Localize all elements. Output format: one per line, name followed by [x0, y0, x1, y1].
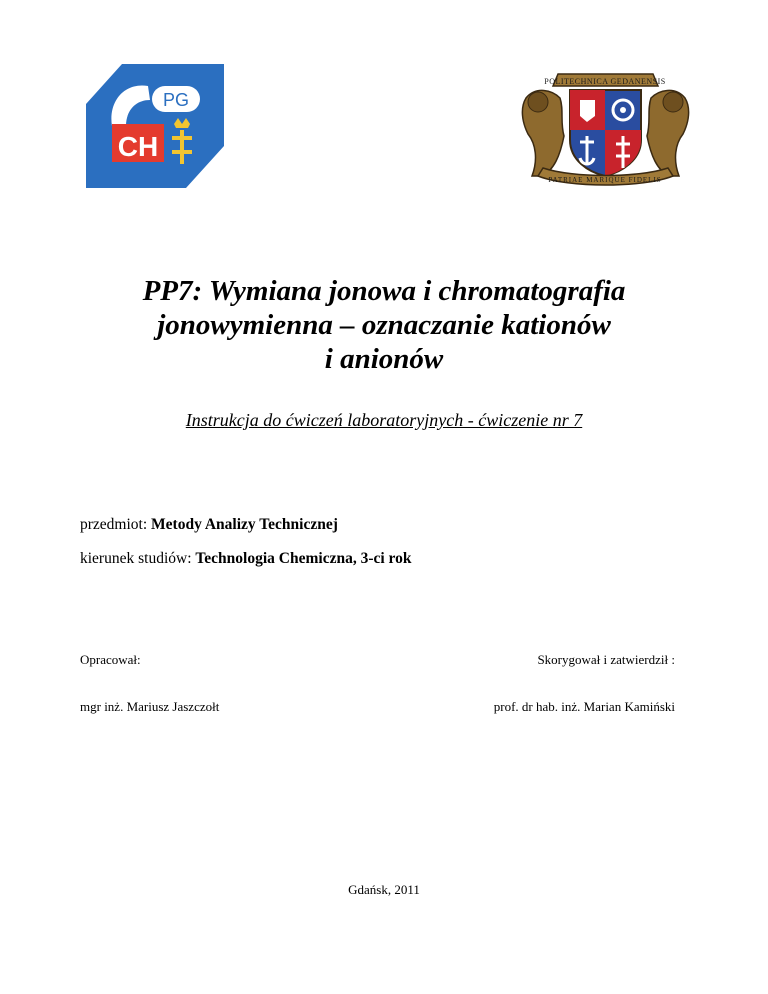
field-row: [80, 550, 412, 568]
logo-pg-text: PG: [162, 90, 190, 110]
reviewed-by-label: Skorygował i zatwierdził :: [537, 652, 675, 667]
lion-right-icon: [647, 90, 689, 176]
document-subtitle: Instrukcja do ćwiczeń laboratoryjnych - ćwiczenie nr 7: [185, 410, 583, 430]
title-line-1: PP7: Wymiana jonowa i chromatografia: [142, 275, 626, 307]
place-date: Gdańsk, 2011: [348, 882, 420, 897]
university-crest: [518, 64, 693, 188]
logo-ch-text: CH: [117, 131, 159, 162]
document-title: [60, 274, 708, 376]
reviewed-by-name: prof. dr hab. inż. Marian Kamiński: [493, 699, 675, 714]
title-line-3: i anionów: [324, 343, 444, 375]
prepared-by-name: mgr inż. Mariusz Jaszczołt: [80, 699, 220, 714]
lion-left-icon: [522, 90, 564, 176]
faculty-logo: [86, 64, 224, 188]
subject-value: Metody Analizy Technicznej: [151, 516, 338, 533]
crest-banner-text: POLITECHNICA GEDANENSIS: [544, 77, 666, 86]
crest-motto-text: PATRIAE MARIQUE FIDELIS: [548, 176, 662, 184]
subject-label: przedmiot:: [80, 516, 148, 533]
crest-shield: [570, 90, 641, 176]
title-line-2: jonowymienna – oznaczanie kationów: [157, 309, 611, 341]
subject-row: [80, 516, 338, 534]
field-value: Technologia Chemiczna, 3-ci rok: [195, 550, 412, 567]
field-label: kierunek studiów:: [80, 550, 192, 567]
prepared-by-label: Opracował:: [80, 652, 141, 667]
